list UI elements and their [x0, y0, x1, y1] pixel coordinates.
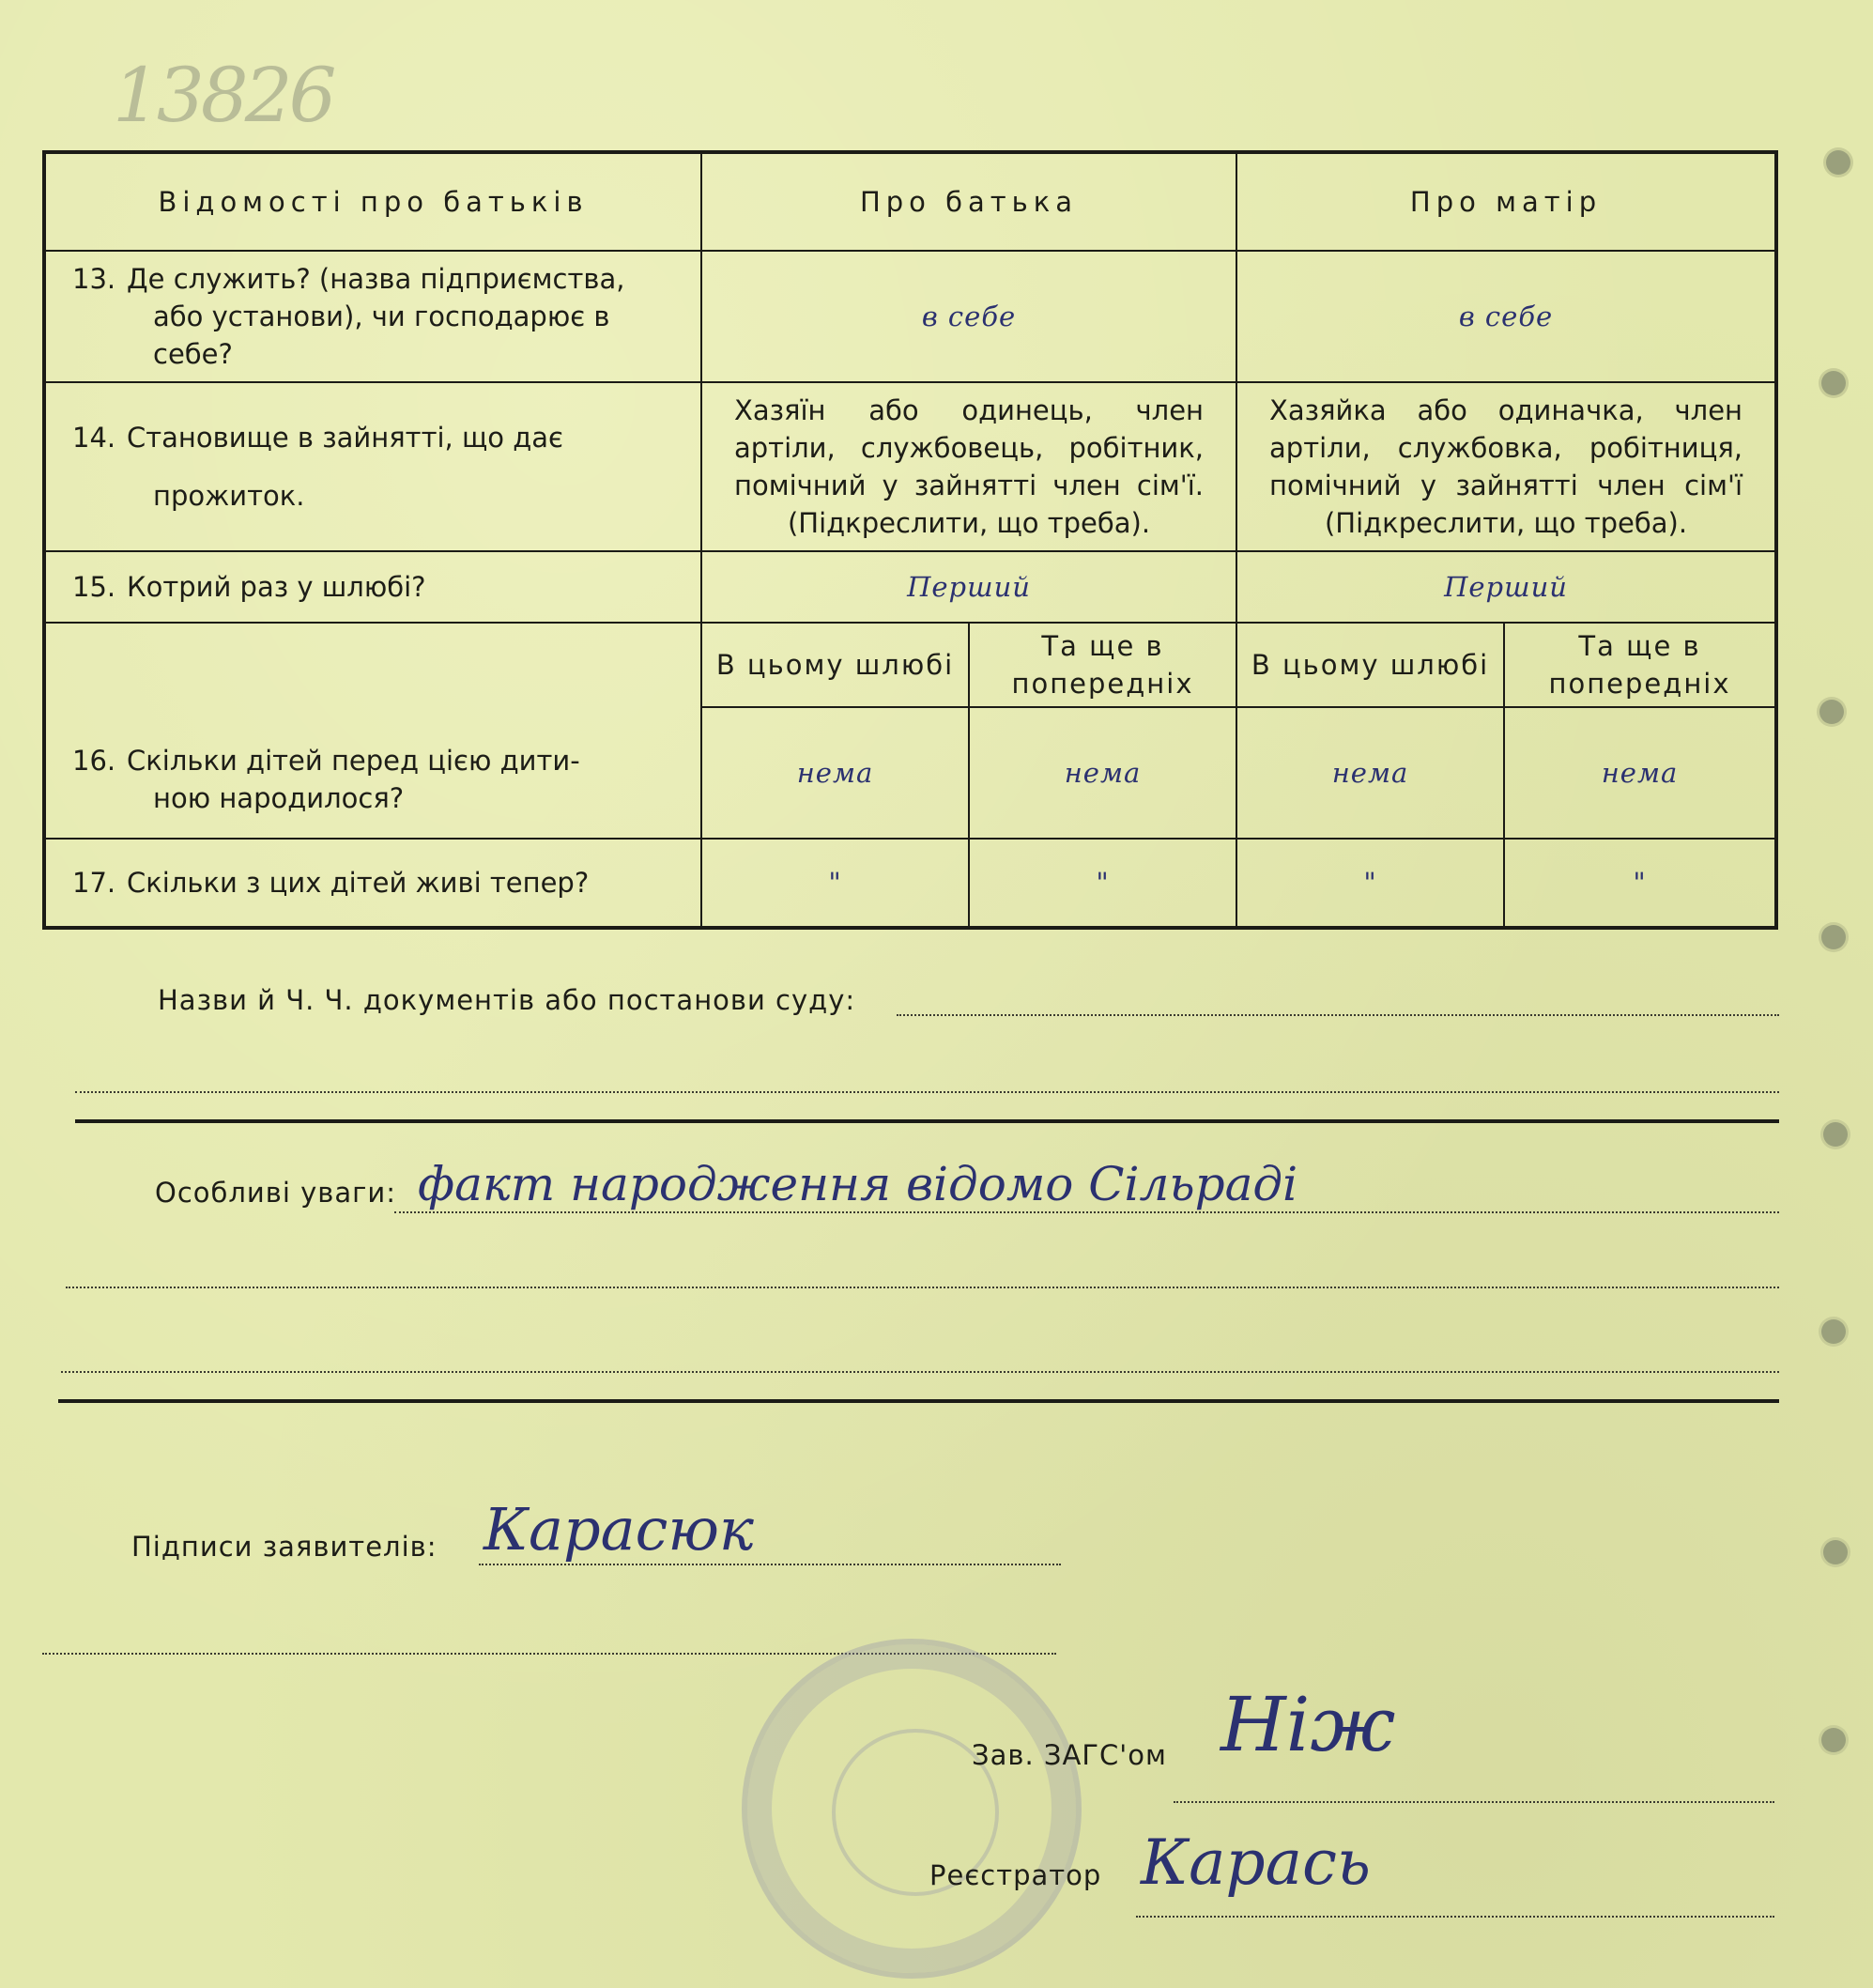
row-q16-subheaders [44, 623, 1776, 707]
documents-label: Назви й Ч. Ч. документів або постанови суду: [158, 984, 856, 1016]
applicants-line-1 [479, 1564, 1061, 1565]
subheader-father-this-marriage: В цьому шлюбі [701, 623, 969, 707]
question-number: 14. [72, 422, 116, 455]
binding-hole [1823, 1122, 1848, 1147]
answer-16-father-this: нема [701, 707, 969, 839]
binding-hole [1821, 925, 1846, 949]
registrar-label: Реєстратор [929, 1859, 1102, 1891]
question-14 [44, 382, 701, 551]
remarks-line-3 [61, 1371, 1779, 1373]
binding-hole [1821, 1728, 1846, 1752]
options-14-mother: Хазяйка або одиначка, член артіли, службовка, робітниця, помічний у зайнятті член сім'ї (Підкреслити, що треба). [1236, 382, 1776, 551]
question-text-line2: ною народилося? [153, 781, 405, 814]
question-text-line1: Скільки дітей перед цією дити- [127, 744, 580, 777]
row-q17 [44, 839, 1776, 928]
answer-15-father: Перший [701, 551, 1236, 622]
question-text-line1: Становище в зайнятті, що дає [127, 422, 563, 455]
table-header-row [44, 152, 1776, 251]
head-of-registry-label: Зав. ЗАГС'ом [972, 1739, 1167, 1771]
question-13 [44, 251, 701, 382]
head-signature-line [1174, 1801, 1774, 1803]
applicants-signature: Карасюк [484, 1495, 754, 1564]
remarks-label: Особливі уваги: [155, 1177, 397, 1209]
answer-17-mother-this: " [1236, 839, 1504, 928]
answer-16-mother-prev: нема [1504, 707, 1776, 839]
question-15 [44, 551, 701, 622]
binding-hole [1821, 371, 1846, 395]
answer-13-father: в себе [701, 251, 1236, 382]
parents-info-table [42, 150, 1778, 930]
documents-line-1 [897, 1014, 1779, 1016]
row-q13 [44, 251, 1776, 382]
remarks-line-1 [394, 1211, 1779, 1213]
answer-17-father-this: " [701, 839, 969, 928]
registrar-signature-line [1136, 1916, 1774, 1918]
question-text-line1: Де служить? (назва підприємства, [127, 263, 625, 296]
question-text-line2: прожиток. [153, 480, 305, 513]
head-of-registry-signature: Ніж [1221, 1681, 1396, 1768]
remarks-line-2 [66, 1287, 1779, 1288]
binding-hole [1819, 700, 1844, 724]
question-16 [44, 623, 701, 839]
row-q15 [44, 551, 1776, 622]
answer-15-mother: Перший [1236, 551, 1776, 622]
header-parents-info: Відомості про батьків [44, 152, 701, 251]
question-text-line1: Скільки з цих дітей живі тепер? [127, 866, 590, 899]
binding-hole [1826, 150, 1850, 175]
header-mother: Про матір [1236, 152, 1776, 251]
remarks-value: факт народження відомо Сільраді [418, 1157, 1298, 1211]
subheader-father-previous: Та ще в попередніх [969, 623, 1236, 707]
question-number: 13. [72, 263, 116, 296]
row-q14 [44, 382, 1776, 551]
registrar-signature: Карась [1141, 1826, 1371, 1899]
official-stamp [742, 1639, 1082, 1979]
binding-hole [1823, 1540, 1848, 1564]
section-divider-2 [58, 1399, 1779, 1403]
question-number: 15. [72, 571, 116, 604]
question-17 [44, 839, 701, 928]
subheader-mother-this-marriage: В цьому шлюбі [1236, 623, 1504, 707]
answer-16-mother-this: нема [1236, 707, 1504, 839]
header-father: Про батька [701, 152, 1236, 251]
archive-pencil-number: 13826 [113, 52, 333, 139]
answer-13-mother: в себе [1236, 251, 1776, 382]
question-number: 16. [72, 744, 116, 777]
question-text-line2: або установи), чи господарює в себе? [153, 301, 610, 371]
answer-17-father-prev: " [969, 839, 1236, 928]
question-number: 17. [72, 866, 116, 899]
applicants-signature-label: Підписи заявителів: [131, 1531, 438, 1563]
documents-line-2 [75, 1091, 1779, 1093]
answer-17-mother-prev: " [1504, 839, 1776, 928]
options-14-father: Хазяїн або одинець, член артіли, службовець, робітник, помічний у зайнятті член сім'ї. (Підкреслити, що треба). [701, 382, 1236, 551]
subheader-mother-previous: Та ще в попередніх [1504, 623, 1776, 707]
question-text-line1: Котрий раз у шлюбі? [127, 571, 426, 604]
binding-hole [1821, 1319, 1846, 1344]
answer-16-father-prev: нема [969, 707, 1236, 839]
section-divider-1 [75, 1119, 1779, 1123]
